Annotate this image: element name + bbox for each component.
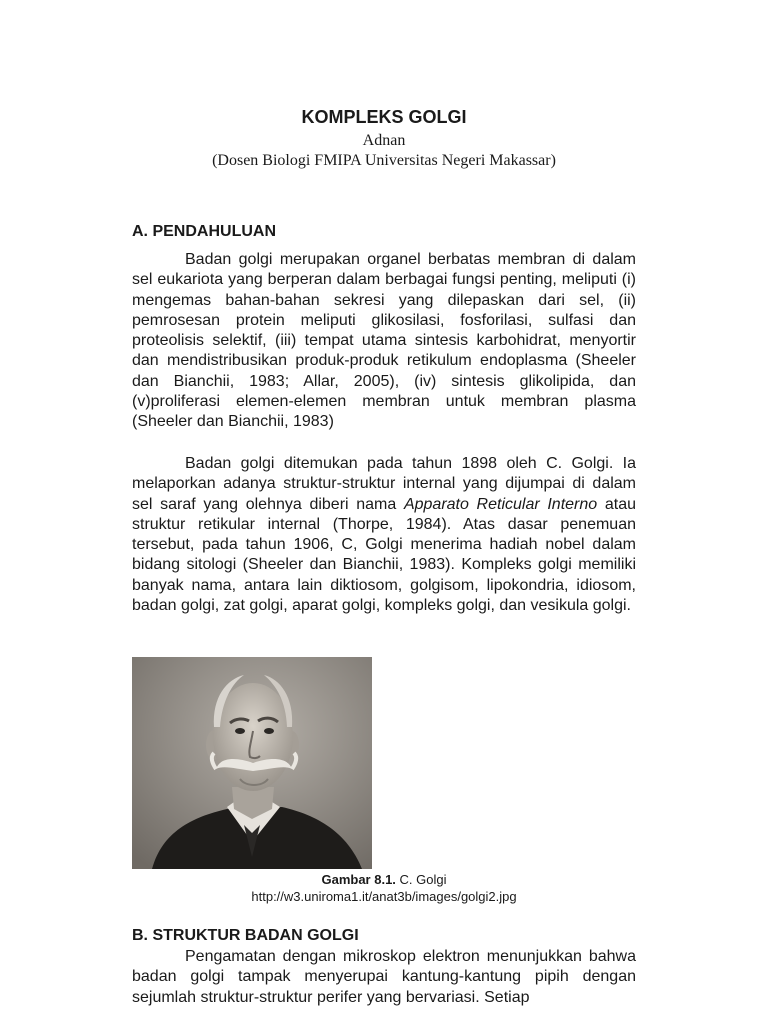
figure-source-url: http://w3.uniroma1.it/anat3b/images/golgi2.jpg	[251, 889, 517, 904]
paragraph-2-italic-term: Apparato Reticular Interno	[403, 495, 598, 513]
figure-label: Gambar 8.1.	[321, 872, 396, 887]
paragraph-2-text-start: Badan golgi ditemukan pada tahun 1898 oleh C. Golgi. Ia melaporkan adanya struktur-struktur internal yang dijumpai di dalam sel saraf yang olehnya diberi nama	[132, 455, 636, 513]
portrait-photo	[132, 657, 372, 869]
page-title: KOMPLEKS GOLGI	[301, 107, 467, 127]
section-a-paragraph-1: Badan golgi merupakan organel berbatas membran di dalam sel eukariota yang berperan dalam berbagai fungsi penting, meliputi (i) mengemas bahan-bahan sekresi yang dilepaskan dari sel, (ii) pemrosesan protein meliputi glikosilasi, fosforilasi, sulfasi dan proteolisis selektif, (iii) tempat utama sintesis karbohidrat, menyortir dan mendistribusikan produk-produk retikulum endoplasma (Sheeler dan Bianchii, 1983; Allar, 2005), (iv) sintesis glikolipida, dan (v)proliferasi elemen-elemen membran untuk membran plasma (Sheeler dan Bianchii, 1983)	[132, 251, 636, 430]
figure-caption-text: C. Golgi	[395, 872, 447, 887]
author-affiliation: (Dosen Biologi FMIPA Universitas Negeri Makassar)	[212, 152, 556, 169]
figure-caption	[132, 871, 636, 905]
author-name: Adnan	[362, 132, 406, 149]
section-b-paragraph-1: Pengamatan dengan mikroskop elektron menunjukkan bahwa badan golgi tampak menyerupai kantung-kantung pipih dengan sejumlah struktur-struktur perifer yang bervariasi. Setiap	[132, 948, 636, 1006]
section-a-heading: A. PENDAHULUAN	[132, 223, 276, 240]
paragraph-2-text-end: atau struktur retikular internal (Thorpe, 1984). Atas dasar penemuan tersebut, pada tahun 1906, C, Golgi menerima hadiah nobel dalam bidang sitologi (Sheeler dan Bianchii, 1983). Kompleks golgi memiliki banyak nama, antara lain diktiosom, golgisom, lipokondria, idiosom, badan golgi, zat golgi, aparat golgi, kompleks golgi, dan vesikula golgi.	[132, 495, 636, 614]
portrait-illustration	[132, 657, 372, 869]
section-a-paragraph-2	[132, 454, 636, 616]
section-b-heading: B. STRUKTUR BADAN GOLGI	[132, 927, 359, 944]
